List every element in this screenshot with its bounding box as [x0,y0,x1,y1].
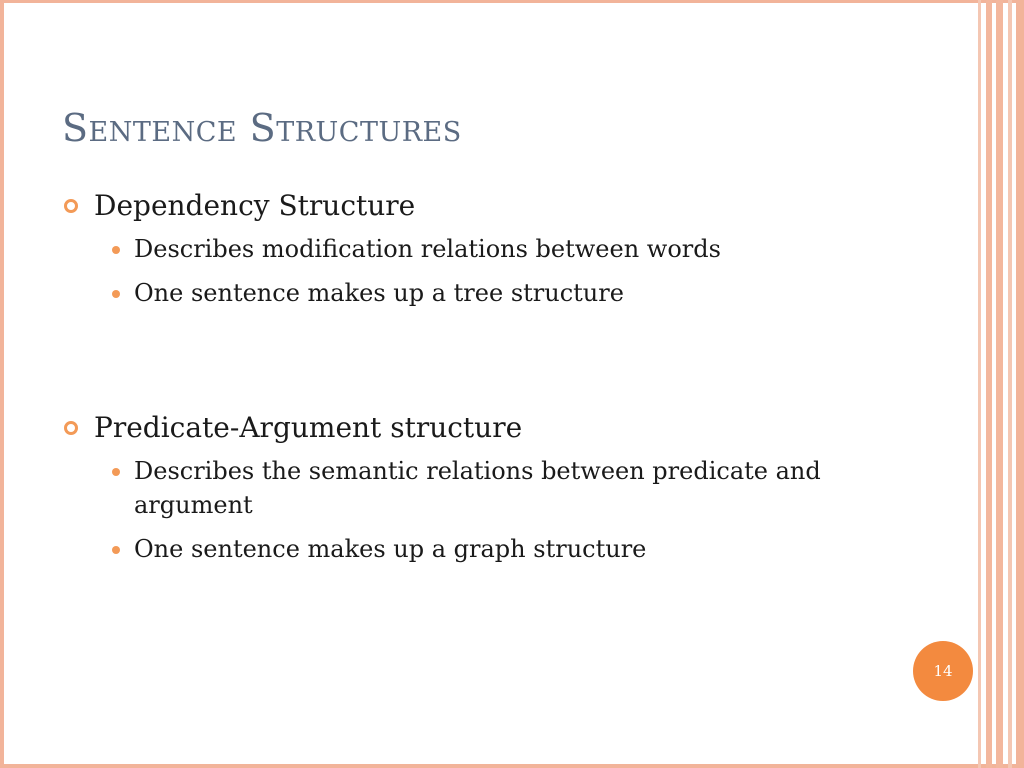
sub-bullet-list [62,454,942,566]
dot-bullet-icon [112,290,120,298]
decorative-stripe [978,0,981,768]
slide-title: Sentence Structures [62,106,462,150]
decorative-stripe [1008,0,1012,768]
section-heading-text: Predicate-Argument structure [94,411,523,444]
slide-content [62,186,942,576]
frame-left-border [0,0,4,768]
list-item-text: Describes modification relations between words [134,235,721,263]
section-heading [62,408,942,448]
list-item [62,276,942,310]
list-item-text: Describes the semantic relations between predicate and argument [134,457,821,519]
decorative-stripe [996,0,1003,768]
section-heading [62,186,942,226]
dot-bullet-icon [112,468,120,476]
circle-outline-icon [64,421,78,435]
section-heading-text: Dependency Structure [94,189,416,222]
frame-bottom-border [0,764,1024,768]
list-item [62,232,942,266]
list-item-text: One sentence makes up a tree structure [134,279,624,307]
dot-bullet-icon [112,246,120,254]
page-number-badge: 14 [913,641,973,701]
list-item-text: One sentence makes up a graph structure [134,535,647,563]
list-item [62,454,942,522]
decorative-stripe [1016,0,1024,768]
decorative-stripe [986,0,992,768]
section-predicate-argument-structure [62,408,942,566]
circle-outline-icon [64,199,78,213]
dot-bullet-icon [112,546,120,554]
frame-top-border [0,0,1024,3]
sub-bullet-list [62,232,942,310]
section-dependency-structure [62,186,942,310]
list-item [62,532,942,566]
